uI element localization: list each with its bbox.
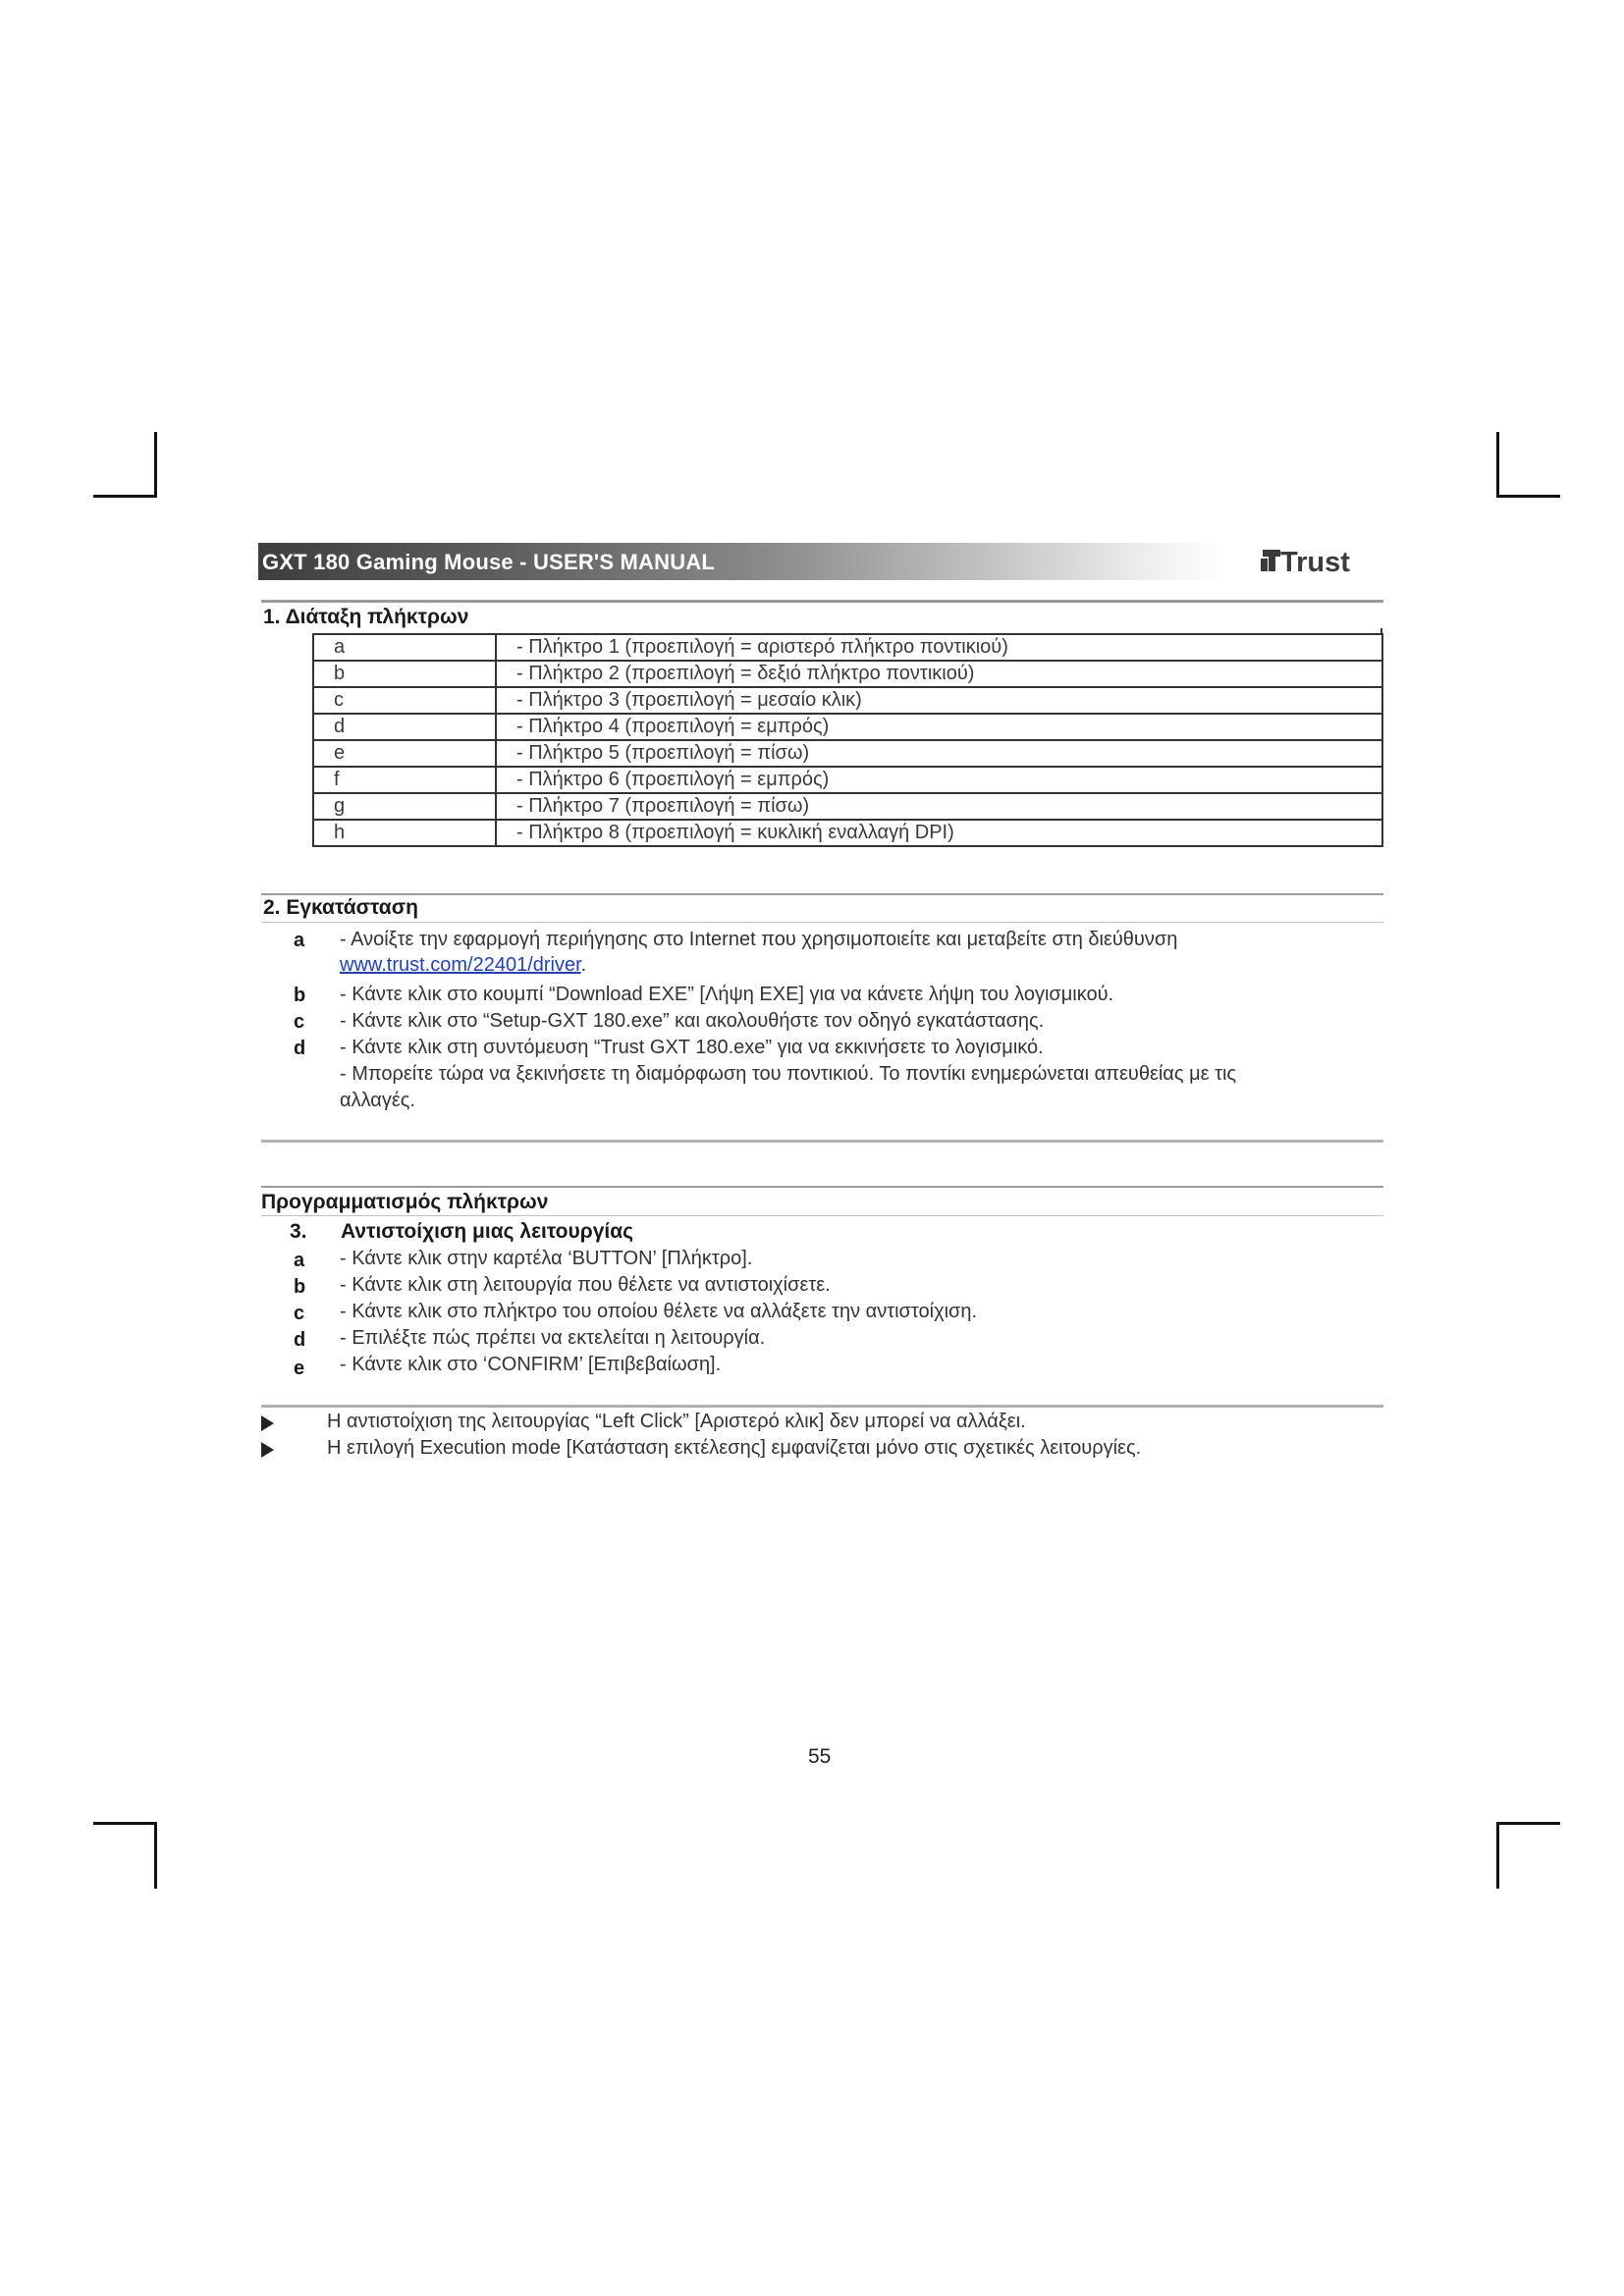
crop-mark-bottom-right	[1496, 1822, 1560, 1825]
button-key: d	[313, 714, 496, 740]
subsection-title: Αντιστοίχιση μιας λειτουργίας	[341, 1220, 634, 1243]
note-text: Η επιλογή Execution mode [Κατάσταση εκτέλεσης] εμφανίζεται μόνο στις σχετικές λειτουργίες.	[327, 1437, 1142, 1459]
step-text: - Κάντε κλικ στο “Setup-GXT 180.exe” και ακολουθήστε τον οδηγό εγκατάστασης.	[340, 1010, 1045, 1032]
crop-mark-top-left	[154, 432, 157, 498]
manual-title: GXT 180 Gaming Mouse - USER'S MANUAL	[262, 550, 716, 574]
divider	[261, 600, 1383, 603]
button-description: - Πλήκτρο 8 (προεπιλογή = κυκλική εναλλαγή DPI)	[496, 820, 1382, 846]
button-key: e	[313, 740, 496, 767]
step-text: - Ανοίξτε την εφαρμογή περιήγησης στο Internet που χρησιμοποιείτε και μεταβείτε στη διεύθυνση	[340, 929, 1178, 950]
button-description: - Πλήκτρο 6 (προεπιλογή = εμπρός)	[496, 767, 1382, 793]
divider	[261, 1140, 1383, 1143]
button-layout-table	[312, 633, 1383, 847]
button-key: a	[313, 634, 496, 661]
divider	[261, 893, 1383, 895]
button-description: - Πλήκτρο 7 (προεπιλογή = πίσω)	[496, 793, 1382, 820]
crop-mark-bottom-right	[1496, 1822, 1499, 1889]
section-title-button-layout: 1. Διάταξη πλήκτρων	[263, 606, 469, 628]
table-row	[313, 714, 1382, 740]
divider	[261, 922, 1383, 923]
note-text: Η αντιστοίχιση της λειτουργίας “Left Click” [Αριστερό κλικ] δεν μπορεί να αλλάξει.	[327, 1411, 1026, 1432]
button-key: h	[313, 820, 496, 846]
step-text: - Κάντε κλικ στο κουμπί “Download EXE” [Λήψη EXE] για να κάνετε λήψη του λογισμικού.	[340, 984, 1114, 1005]
driver-download-link[interactable]: www.trust.com/22401/driver	[340, 954, 581, 976]
table-row	[313, 767, 1382, 793]
table-row	[313, 661, 1382, 687]
step-letter: d	[294, 1329, 306, 1351]
step-text: αλλαγές.	[340, 1090, 415, 1111]
page-number: 55	[808, 1745, 832, 1768]
button-key: g	[313, 793, 496, 820]
table-row	[313, 740, 1382, 767]
step-text: - Κάντε κλικ στο ‘CONFIRM’ [Επιβεβαίωση].	[340, 1354, 722, 1375]
table-row	[313, 687, 1382, 714]
crop-mark-top-right	[1496, 495, 1560, 498]
crop-mark-top-left	[93, 495, 157, 498]
divider	[261, 1186, 1383, 1188]
button-description: - Πλήκτρο 4 (προεπιλογή = εμπρός)	[496, 714, 1382, 740]
button-key: f	[313, 767, 496, 793]
button-description: - Πλήκτρο 1 (προεπιλογή = αριστερό πλήκτρο ποντικιού)	[496, 634, 1382, 661]
crop-mark-bottom-left	[154, 1822, 157, 1889]
step-letter: a	[294, 1250, 305, 1271]
section-title-button-programming: Προγραμματισμός πλήκτρων	[261, 1191, 549, 1213]
link-suffix: .	[580, 954, 587, 976]
button-key: b	[313, 661, 496, 687]
crop-mark-bottom-left	[93, 1822, 157, 1825]
step-text: - Επιλέξτε πώς πρέπει να εκτελείται η λειτουργία.	[340, 1327, 766, 1349]
step-text: - Κάντε κλικ στη λειτουργία που θέλετε να αντιστοιχίσετε.	[340, 1274, 831, 1296]
step-text: - Μπορείτε τώρα να ξεκινήσετε τη διαμόρφωση του ποντικιού. Το ποντίκι ενημερώνεται απευθείας με τις	[340, 1063, 1237, 1085]
step-text: - Κάντε κλικ στο πλήκτρο του οποίου θέλετε να αλλάξετε την αντιστοίχιση.	[340, 1301, 978, 1322]
subsection-number: 3.	[290, 1220, 307, 1243]
step-letter: a	[294, 930, 305, 951]
table-row	[313, 820, 1382, 846]
driver-download-link-line	[340, 954, 586, 977]
step-letter: b	[294, 1276, 306, 1298]
section-title-installation: 2. Εγκατάσταση	[263, 896, 418, 919]
button-key: c	[313, 687, 496, 714]
step-letter: c	[294, 1303, 305, 1324]
step-letter: c	[294, 1011, 305, 1033]
crop-mark-top-right	[1496, 432, 1499, 498]
button-description: - Πλήκτρο 3 (προεπιλογή = μεσαίο κλικ)	[496, 687, 1382, 714]
trust-logo	[1261, 541, 1383, 578]
divider	[261, 1405, 1383, 1408]
step-letter: e	[294, 1358, 305, 1379]
table-row	[313, 793, 1382, 820]
table-row	[313, 634, 1382, 661]
button-description: - Πλήκτρο 5 (προεπιλογή = πίσω)	[496, 740, 1382, 767]
button-description: - Πλήκτρο 2 (προεπιλογή = δεξιό πλήκτρο ποντικιού)	[496, 661, 1382, 687]
svg-text:Trust: Trust	[1280, 547, 1350, 578]
divider	[261, 1215, 1383, 1216]
step-text: - Κάντε κλικ στην καρτέλα ‘BUTTON’ [Πλήκτρο].	[340, 1248, 753, 1269]
step-letter: b	[294, 985, 306, 1006]
step-text: - Κάντε κλικ στη συντόμευση “Trust GXT 180.exe” για να εκκινήσετε το λογισμικό.	[340, 1037, 1044, 1058]
step-letter: d	[294, 1038, 306, 1059]
note-arrow-icon	[261, 1415, 274, 1431]
note-arrow-icon	[261, 1442, 274, 1458]
